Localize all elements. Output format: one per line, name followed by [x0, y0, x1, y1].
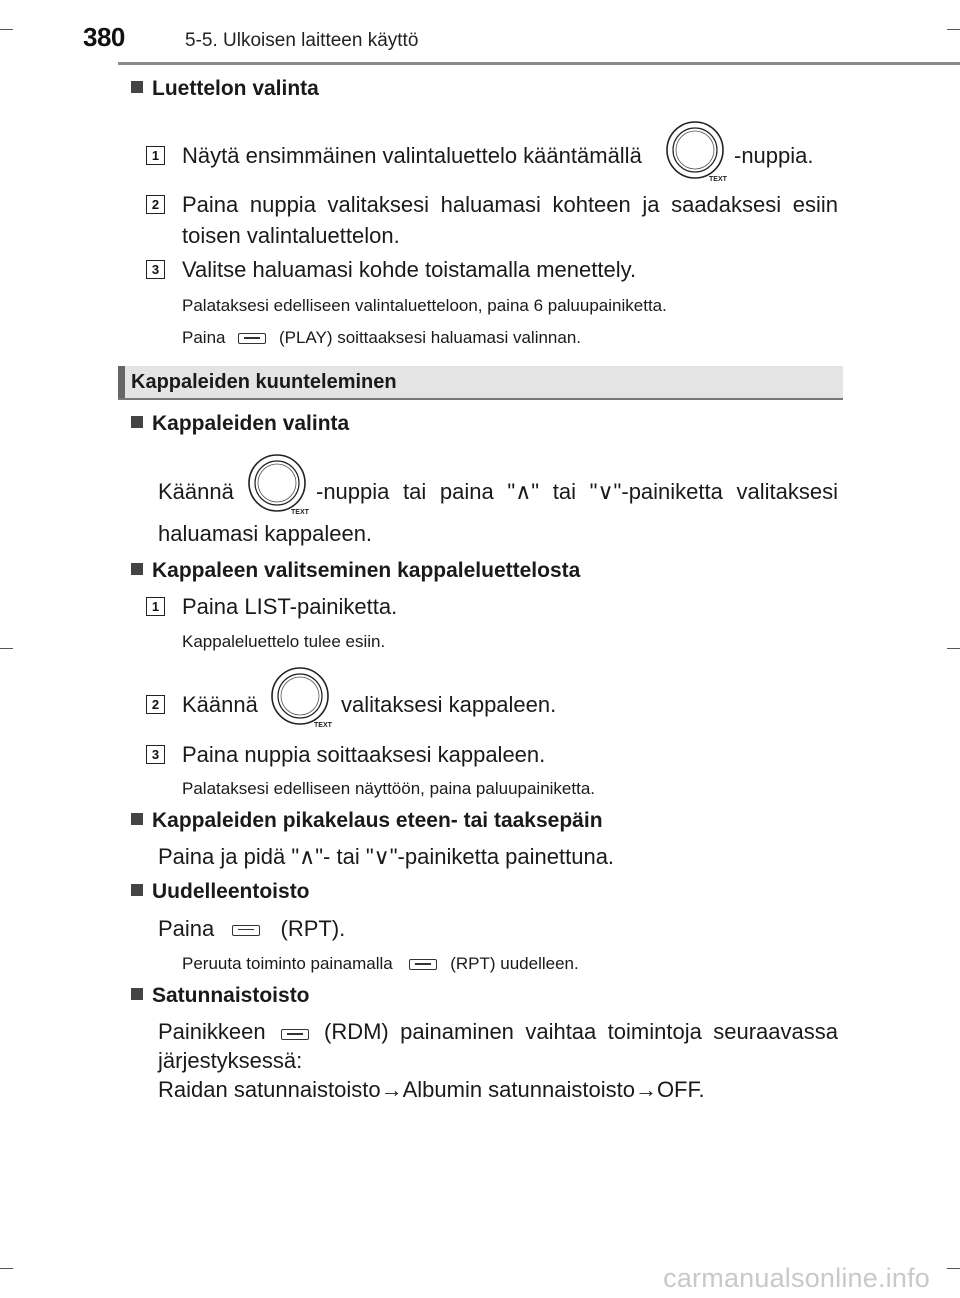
step-number: 2	[146, 695, 165, 714]
step-number: 3	[146, 745, 165, 764]
button-icon	[409, 959, 437, 970]
header-rule	[118, 62, 960, 65]
svg-text:TEXT: TEXT	[709, 176, 727, 183]
step-number: 1	[146, 597, 165, 616]
watermark: carmanualsonline.info	[663, 1263, 930, 1293]
tune-knob-icon	[270, 667, 334, 734]
svg-text:TEXT: TEXT	[291, 509, 309, 516]
step-text: -nuppia.	[734, 143, 814, 168]
step-text: Paina nuppia soittaaksesi kappaleen.	[182, 742, 546, 767]
note-text: Paina (PLAY) soittaaksesi haluamasi valinnan.	[182, 328, 582, 347]
body-text: Raidan satunnaistoisto→Albumin satunnaistoisto→OFF.	[158, 1077, 705, 1102]
body-text: järjestyksessä:	[158, 1048, 303, 1073]
button-icon	[232, 925, 260, 936]
crop-mark	[0, 648, 13, 649]
square-bullet-icon	[131, 884, 143, 896]
note-text: Kappaleluettelo tulee esiin.	[182, 632, 386, 651]
step-text: valitaksesi kappaleen.	[341, 692, 557, 717]
heading-list-selection: Luettelon valinta	[131, 77, 319, 101]
svg-text:TEXT: TEXT	[314, 722, 332, 729]
section-header	[118, 366, 843, 400]
body-text: Käännä	[158, 479, 234, 504]
step-number: 2	[146, 195, 165, 214]
heading-repeat: Uudelleentoisto	[131, 880, 310, 904]
square-bullet-icon	[131, 563, 143, 575]
step-text: Käännä	[182, 692, 258, 717]
heading-random: Satunnaistoisto	[131, 984, 310, 1008]
body-text: Painikkeen	[158, 1019, 266, 1044]
body-text: haluamasi kappaleen.	[158, 521, 373, 546]
heading-track-selection: Kappaleiden valinta	[131, 412, 349, 436]
page-number: 380	[83, 22, 125, 52]
note-text: Palataksesi edelliseen valintaluetteloon, paina 6 paluupainiketta.	[182, 296, 667, 315]
tune-knob-icon	[247, 454, 311, 521]
note-text: Peruuta toiminto painamalla (RPT) uudelleen.	[182, 954, 579, 973]
square-bullet-icon	[131, 988, 143, 1000]
crop-mark	[947, 29, 960, 30]
step-text: Näytä ensimmäinen valintaluettelo kääntämällä	[182, 143, 642, 168]
section-title: Kappaleiden kuunteleminen	[131, 371, 397, 393]
step-number: 3	[146, 260, 165, 279]
crop-mark	[0, 29, 13, 30]
step-text: Valitse haluamasi kohde toistamalla menettely.	[182, 257, 637, 282]
button-icon	[281, 1029, 309, 1040]
square-bullet-icon	[131, 416, 143, 428]
body-text: Paina (RPT).	[158, 916, 346, 941]
body-text: -nuppia tai paina "∧" tai "∨"-painiketta valitaksesi	[316, 479, 838, 504]
section-accent	[118, 366, 125, 398]
crop-mark	[0, 1268, 13, 1269]
note-text: Palataksesi edelliseen näyttöön, paina paluupainiketta.	[182, 779, 596, 798]
step-number: 1	[146, 146, 165, 165]
button-icon	[238, 333, 266, 344]
crop-mark	[947, 648, 960, 649]
body-text: (RDM) painaminen vaihtaa toimintoja seuraavassa	[324, 1019, 838, 1044]
square-bullet-icon	[131, 813, 143, 825]
chapter-title: 5-5. Ulkoisen laitteen käyttö	[185, 30, 419, 51]
tune-knob-icon	[665, 121, 729, 188]
step-text: Paina LIST-painiketta.	[182, 594, 398, 619]
body-text: Paina ja pidä "∧"- tai "∨"-painiketta painettuna.	[158, 844, 615, 869]
heading-fast-forward: Kappaleiden pikakelaus eteen- tai taaksepäin	[131, 809, 603, 833]
heading-track-list: Kappaleen valitseminen kappaleluettelosta	[131, 559, 580, 583]
step-text: Paina nuppia valitaksesi haluamasi kohteen ja saadaksesi esiin	[182, 192, 838, 217]
crop-mark	[947, 1268, 960, 1269]
step-text: toisen valintaluettelon.	[182, 223, 400, 248]
square-bullet-icon	[131, 81, 143, 93]
